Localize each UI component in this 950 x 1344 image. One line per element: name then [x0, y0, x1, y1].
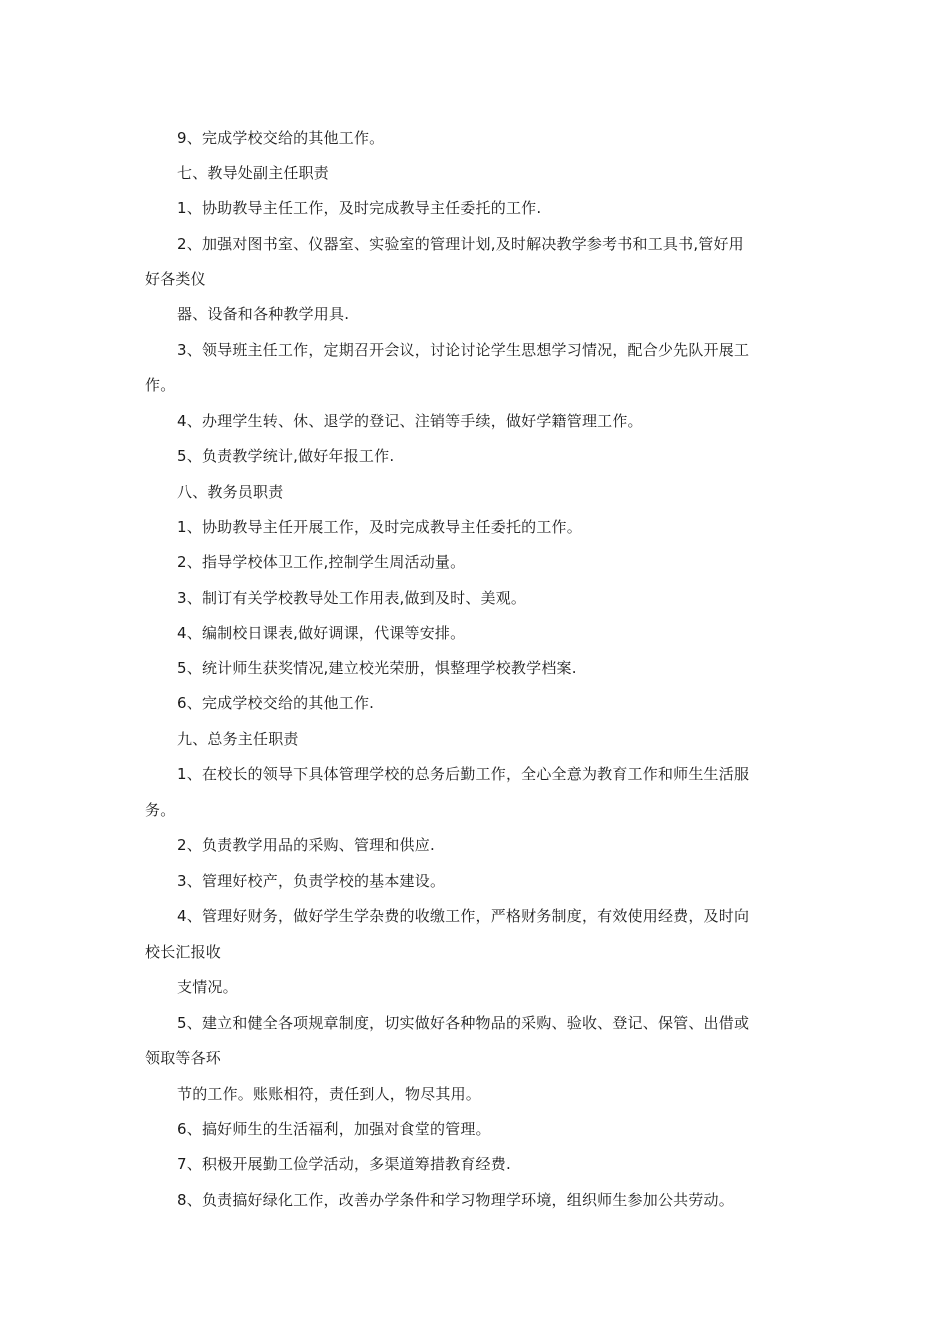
text-line: 1、协助教导主任开展工作，及时完成教导主任委托的工作。 [177, 518, 582, 536]
text-line: 3、领导班主任工作，定期召开会议，讨论讨论学生思想学习情况，配合少先队开展工 [177, 341, 750, 359]
text-line: 器、设备和各种教学用具. [177, 305, 350, 323]
text-line: 1、协助教导主任工作，及时完成教导主任委托的工作. [177, 199, 542, 217]
text-line: 6、完成学校交给的其他工作. [177, 694, 375, 712]
section-heading: 七、教导处副主任职责 [177, 164, 330, 182]
text-line: 领取等各环 [145, 1049, 222, 1067]
text-line: 3、管理好校产，负责学校的基本建设。 [177, 872, 446, 890]
text-line: 校长汇报收 [145, 943, 222, 961]
text-line: 5、负责教学统计,做好年报工作. [177, 447, 395, 465]
text-line: 3、制订有关学校教导处工作用表,做到及时、美观。 [177, 589, 527, 607]
text-line: 作。 [145, 376, 176, 394]
text-line: 2、负责教学用品的采购、管理和供应. [177, 836, 435, 854]
text-line: 2、指导学校体卫工作,控制学生周活动量。 [177, 553, 466, 571]
text-line: 4、办理学生转、休、退学的登记、注销等手续，做好学籍管理工作。 [177, 412, 643, 430]
text-line: 务。 [145, 801, 176, 819]
text-line: 6、搞好师生的生活福利，加强对食堂的管理。 [177, 1120, 491, 1138]
text-line: 节的工作。账账相符，责任到人，物尽其用。 [177, 1085, 482, 1103]
text-line: 支情况。 [177, 978, 238, 996]
text-line: 5、统计师生获奖情况,建立校光荣册，惧整理学校教学档案. [177, 659, 577, 677]
text-line: 4、管理好财务，做好学生学杂费的收缴工作，严格财务制度，有效使用经费，及时向 [177, 907, 750, 925]
text-line: 8、负责搞好绿化工作，改善办学条件和学习物理学环境，组织师生参加公共劳动。 [177, 1191, 734, 1209]
text-line: 7、积极开展勤工俭学活动，多渠道筹措教育经费. [177, 1155, 511, 1173]
text-line: 2、加强对图书室、仪器室、实验室的管理计划,及时解决教学参考书和工具书,管好用 [177, 235, 744, 253]
text-line: 5、建立和健全各项规章制度，切实做好各种物品的采购、验收、登记、保管、出借或 [177, 1014, 750, 1032]
text-line: 1、在校长的领导下具体管理学校的总务后勤工作，全心全意为教育工作和师生生活服 [177, 765, 750, 783]
text-line: 9、完成学校交给的其他工作。 [177, 129, 385, 147]
section-heading: 八、教务员职责 [177, 483, 284, 501]
text-line: 好各类仪 [145, 270, 206, 288]
text-line: 4、编制校日课表,做好调课，代课等安排。 [177, 624, 466, 642]
section-heading: 九、总务主任职责 [177, 730, 299, 748]
